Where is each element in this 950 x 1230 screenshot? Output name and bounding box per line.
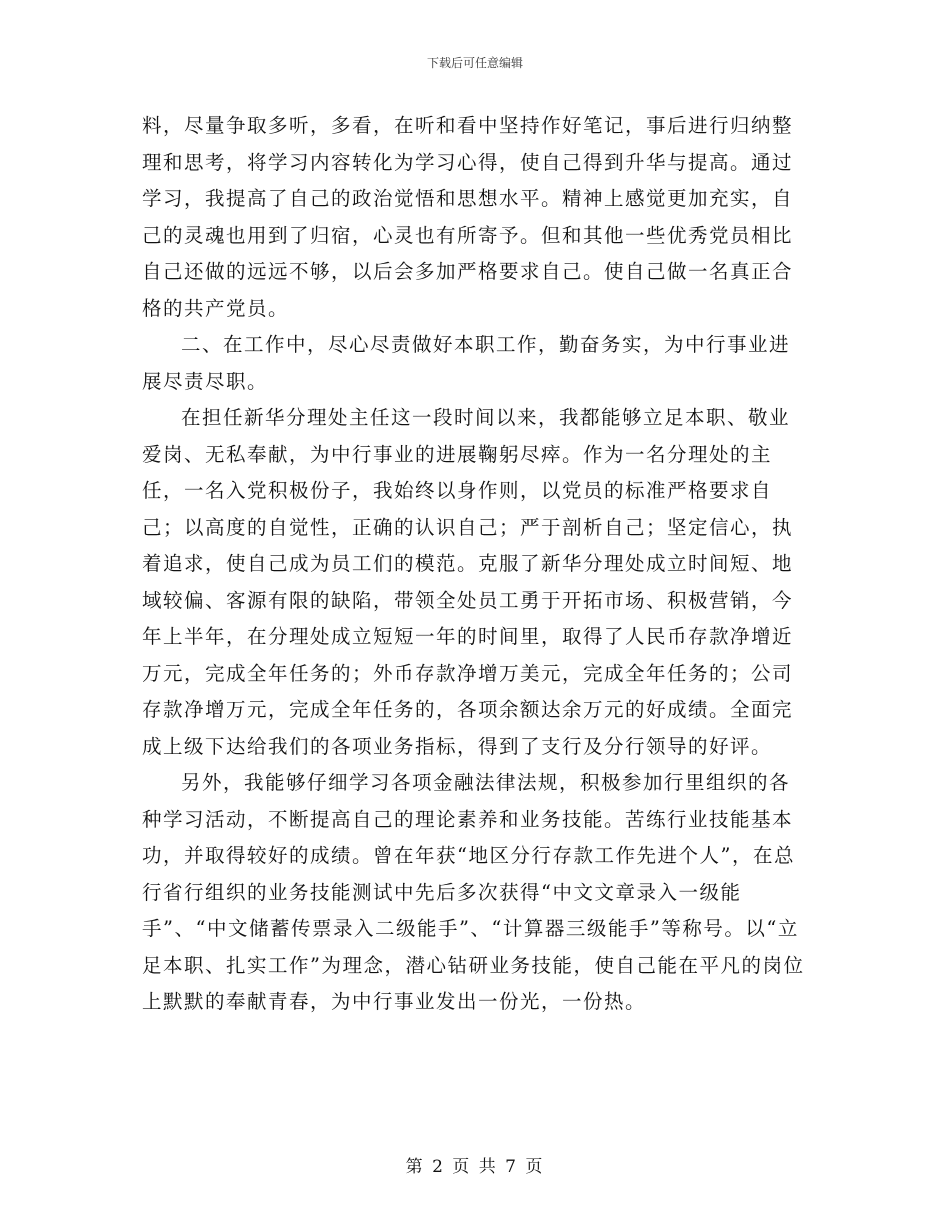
page-header: 下载后可任意编辑	[426, 56, 523, 70]
paragraph: 另外，我能够仔细学习各项金融法律法规，积极参加行里组织的各种学习活动，不断提高自己的理论素养和业务技能。苦练行业技能基本功，并取得较好的成绩。曾在年获“地区分行存款工作先进个人”，在总行省行组织的业务技能测试中先后多次获得“中文文章录入一级能手”、“中文储蓄传票录入二级能手”、“计算器三级能手”等称号。以“立足本职、扎实工作”为理念，潜心钻研业务技能，使自己能在平凡的岗位上默默的奉献青春，为中行事业发出一份光，一份热。	[142, 771, 805, 1013]
paragraph: 在担任新华分理处主任这一段时间以来，我都能够立足本职、敬业爱岗、无私奉献，为中行事业的进展鞠躬尽瘁。作为一名分理处的主任，一名入党积极份子，我始终以身作则，以党员的标准严格要求自己；以高度的自觉性，正确的认识自己；严于剖析自己；坚定信心，执着追求，使自己成为员工们的模范。克服了新华分理处成立时间短、地域较偏、客源有限的缺陷，带领全处员工勇于开拓市场、积极营销，今年上半年，在分理处成立短短一年的时间里，取得了人民币存款净增近万元，完成全年任务的；外币存款净增万美元，完成全年任务的；公司存款净增万元，完成全年任务的，各项余额达余万元的好成绩。全面完成上级下达给我们的各项业务指标，得到了支行及分行领导的好评。	[142, 406, 794, 758]
page-number: 第 2 页 共 7 页	[405, 1157, 545, 1177]
document-body	[142, 108, 808, 1021]
paragraph: 料，尽量争取多听，多看，在听和看中坚持作好笔记，事后进行归纳整理和思考，将学习内容转化为学习心得，使自己得到升华与提高。通过学习，我提高了自己的政治觉悟和思想水平。精神上感觉更加充实，自己的灵魂也用到了归宿，心灵也有所寄予。但和其他一些优秀党员相比自己还做的远远不够，以后会多加严格要求自己。使自己做一名真正合格的共产党员。	[142, 114, 794, 320]
section-heading: 二、在工作中，尽心尽责做好本职工作，勤奋务实，为中行事业进展尽责尽职。	[142, 333, 791, 393]
